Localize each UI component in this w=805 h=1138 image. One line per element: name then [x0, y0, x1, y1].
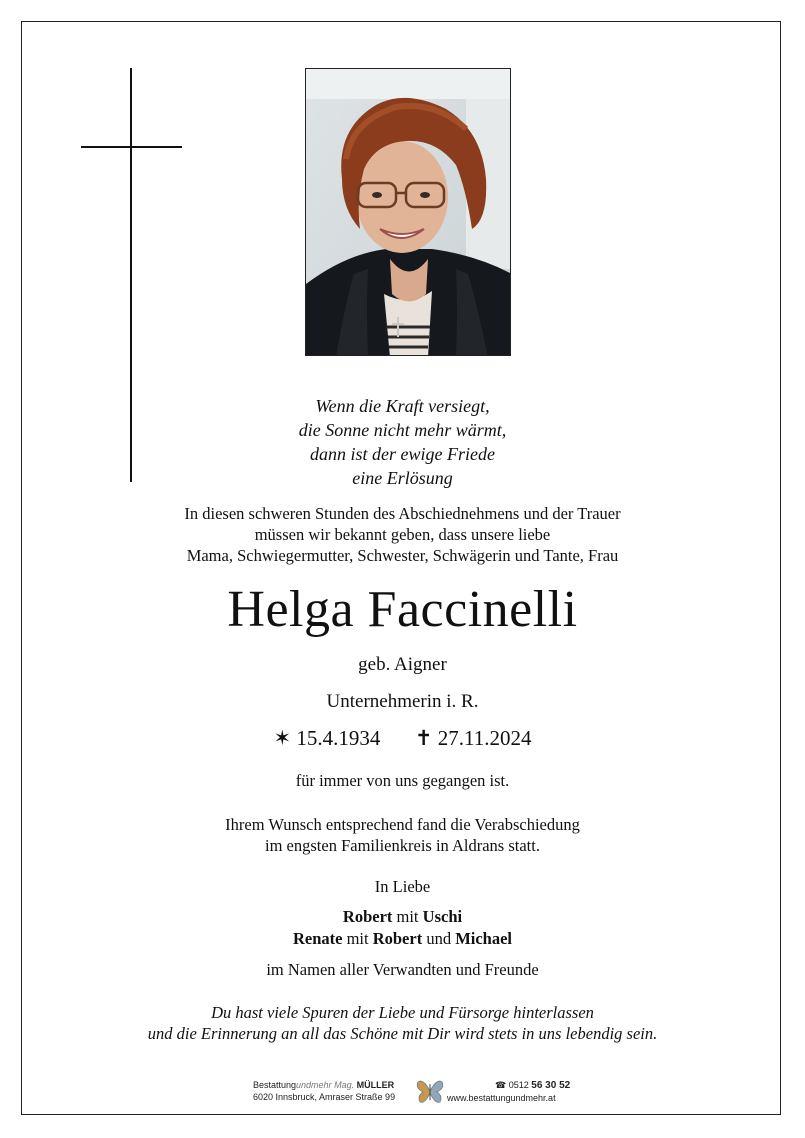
- poem-line: dann ist der ewige Friede: [310, 444, 495, 464]
- passed-away-text: für immer von uns gegangen ist.: [295, 771, 510, 790]
- intro-line: Mama, Schwiegermutter, Schwester, Schwägerin und Tante, Frau: [186, 546, 619, 565]
- brand-part: Mag.: [334, 1080, 355, 1090]
- farewell-notice: [0, 814, 805, 856]
- farewell-line: Ihrem Wunsch entsprechend fand die Verabschiedung: [225, 815, 580, 834]
- funeral-home-contact: [447, 1079, 587, 1104]
- occupation-title: Unternehmerin i. R.: [326, 691, 479, 712]
- birth-date: 15.4.1934: [296, 726, 381, 750]
- phone-number-row: [447, 1079, 587, 1092]
- death-date: 27.11.2024: [437, 726, 532, 750]
- cross-horizontal-bar: [81, 146, 182, 148]
- family-line-1: [0, 906, 805, 928]
- phone-prefix: 0512: [508, 1080, 529, 1090]
- family-conjunction: mit: [346, 929, 369, 948]
- announcement-intro: [0, 503, 805, 566]
- life-dates: [0, 724, 805, 752]
- birth-star-icon: ✶: [273, 726, 292, 750]
- website-link[interactable]: www.bestattungundmehr.at: [447, 1093, 556, 1103]
- closing-line: Du hast viele Spuren der Liebe und Fürsorge hinterlassen: [211, 1003, 594, 1022]
- poem-line: Wenn die Kraft versiegt,: [315, 396, 490, 416]
- funeral-home-info: [253, 1079, 413, 1103]
- deceased-name: Helga Faccinelli: [227, 581, 578, 638]
- funeral-home-address: 6020 Innsbruck, Amraser Straße 99: [253, 1092, 396, 1102]
- family-name: Michael: [455, 929, 513, 948]
- family-name: Renate: [292, 929, 343, 948]
- closing-quote: [0, 1002, 805, 1044]
- brand-part: Bestattung: [253, 1080, 297, 1090]
- portrait-photo: [305, 68, 511, 356]
- in-love-text: In Liebe: [374, 877, 431, 896]
- poem-line: die Sonne nicht mehr wärmt,: [298, 420, 507, 440]
- intro-line: müssen wir bekannt geben, dass unsere liebe: [254, 525, 551, 544]
- family-name: Robert: [342, 907, 393, 926]
- brand-part: undmehr: [296, 1080, 332, 1090]
- farewell-line: im engsten Familienkreis in Aldrans statt.: [265, 836, 540, 855]
- closing-line: und die Erinnerung an all das Schöne mit Dir wird stets in uns lebendig sein.: [147, 1024, 658, 1043]
- birth-name: geb. Aigner: [358, 654, 447, 675]
- death-cross-icon: ✝: [414, 726, 433, 750]
- brand-part: MÜLLER: [356, 1080, 395, 1090]
- family-conjunction: mit: [396, 907, 419, 926]
- poem-line: eine Erlösung: [352, 468, 453, 488]
- family-conjunction: und: [426, 929, 452, 948]
- family-line-2: [0, 928, 805, 950]
- butterfly-logo-icon: [415, 1076, 445, 1106]
- relatives-text: im Namen aller Verwandten und Freunde: [266, 960, 539, 979]
- family-name: Robert: [372, 929, 423, 948]
- phone-number: 56 30 52: [531, 1080, 571, 1091]
- phone-icon: ☎: [495, 1080, 507, 1090]
- portrait-illustration: [306, 69, 511, 356]
- intro-line: In diesen schweren Stunden des Abschiednehmens und der Trauer: [184, 504, 621, 523]
- poem: [0, 394, 805, 490]
- family-name: Uschi: [422, 907, 463, 926]
- funeral-home-brand: [253, 1079, 413, 1091]
